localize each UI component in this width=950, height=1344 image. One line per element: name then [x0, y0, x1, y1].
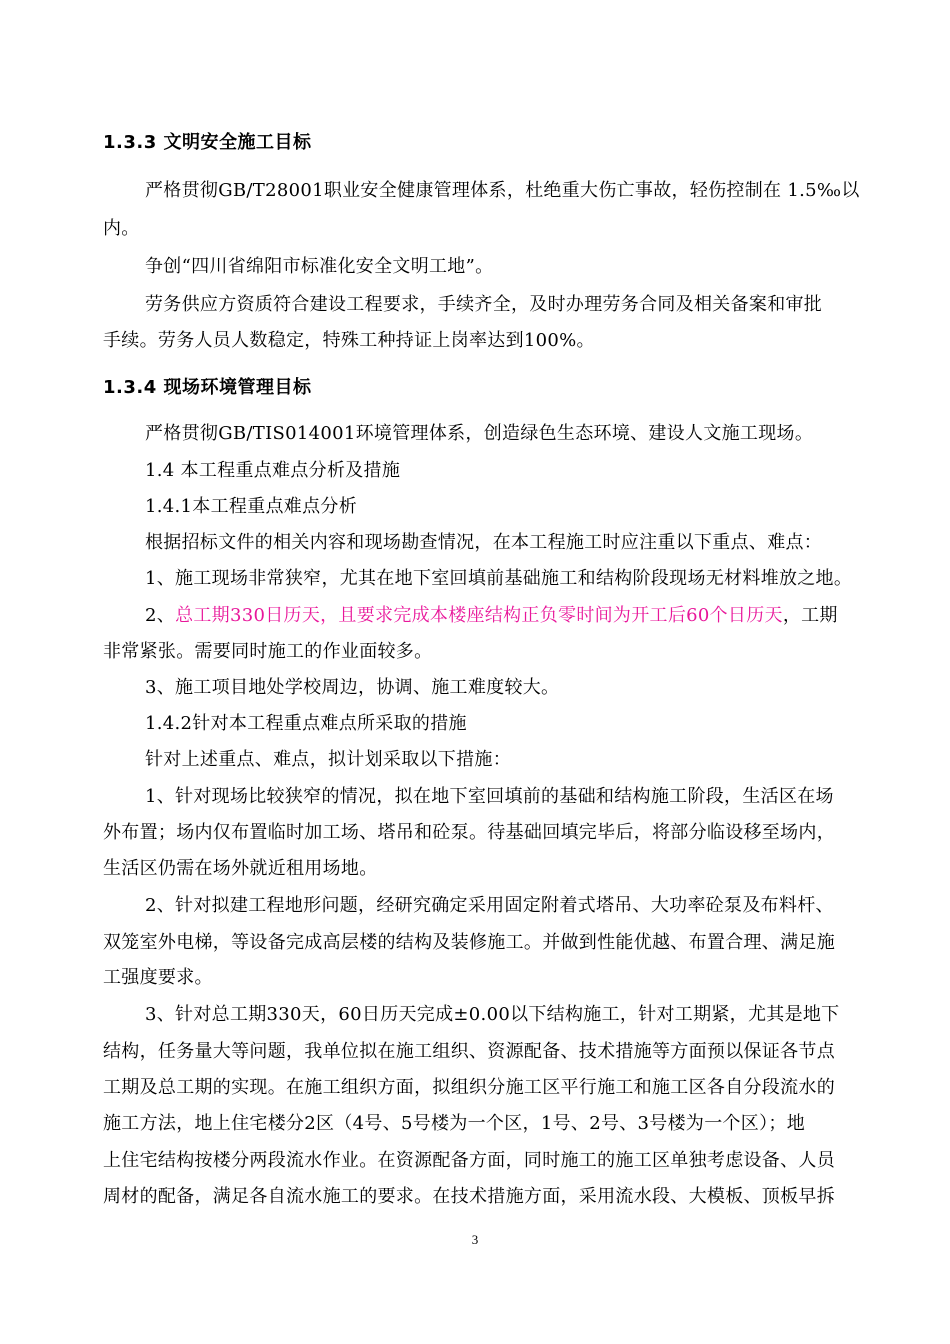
page-number: 3	[471, 1232, 479, 1247]
list-item: 1、施工现场非常狭窄，尤其在地下室回填前基础施工和结构阶段现场无材料堆放之地。	[145, 568, 853, 589]
list-item	[145, 601, 838, 627]
paragraph-line: 争创“四川省绵阳市标准化安全文明工地”。	[145, 256, 494, 277]
paragraph-line: 上住宅结构按楼分两段流水作业。在资源配备方面，同时施工的施工区单独考虑设备、人员	[103, 1150, 835, 1171]
paragraph-line: 生活区仍需在场外就近租用场地。	[103, 858, 378, 879]
paragraph-line: 内。	[103, 218, 140, 239]
heading-1-3-3: 1.3.3 文明安全施工目标	[103, 132, 312, 153]
paragraph-line: 双笼室外电梯，等设备完成高层楼的结构及装修施工。并做到性能优越、布置合理、满足施	[103, 932, 835, 953]
paragraph-line: 施工方法，地上住宅楼分2区（4号、5号楼为一个区，1号、2号、3号楼为一个区）；地	[103, 1113, 806, 1134]
paragraph-line: 结构，任务量大等问题，我单位拟在施工组织、资源配备、技术措施等方面预以保证各节点	[103, 1041, 835, 1062]
subsection-title-1-4-2: 1.4.2针对本工程重点难点所采取的措施	[145, 713, 467, 734]
paragraph-line: 针对上述重点、难点，拟计划采取以下措施：	[145, 749, 511, 770]
paragraph-line: 非常紧张。需要同时施工的作业面较多。	[103, 641, 433, 662]
paragraph-line: 工期及总工期的实现。在施工组织方面，拟组织分施工区平行施工和施工区各自分段流水的	[103, 1077, 835, 1098]
paragraph-line: 手续。劳务人员人数稳定，特殊工种持证上岗率达到100%。	[103, 330, 595, 351]
paragraph-line: 工强度要求。	[103, 967, 213, 988]
heading-1-3-4: 1.3.4 现场环境管理目标	[103, 377, 312, 398]
list-item-prefix: 2、	[145, 605, 176, 626]
list-item-suffix: ，工期	[782, 605, 838, 626]
section-title-1-4: 1.4 本工程重点难点分析及措施	[145, 460, 401, 481]
subsection-title-1-4-1: 1.4.1本工程重点难点分析	[145, 496, 357, 517]
paragraph-line: 劳务供应方资质符合建设工程要求，手续齐全，及时办理劳务合同及相关备案和审批	[145, 294, 823, 315]
paragraph-line: 1、针对现场比较狭窄的情况，拟在地下室回填前的基础和结构施工阶段，生活区在场	[145, 786, 834, 807]
paragraph-line: 根据招标文件的相关内容和现场勘查情况，在本工程施工时应注重以下重点、难点：	[145, 532, 823, 553]
paragraph-line: 严格贯彻GB/T28001职业安全健康管理体系，杜绝重大伤亡事故，轻伤控制在 1.5‰以	[145, 180, 860, 201]
paragraph-line: 3、针对总工期330天，60日历天完成±0.00以下结构施工，针对工期紧，尤其是地下	[145, 1004, 840, 1025]
paragraph-line: 严格贯彻GB/TIS014001环境管理体系，创造绿色生态环境、建设人文施工现场。	[145, 423, 814, 444]
list-item: 3、施工项目地处学校周边，协调、施工难度较大。	[145, 677, 560, 698]
highlighted-text: 总工期330日历天，且要求完成本楼座结构正负零时间为开工后60个日历天	[175, 605, 783, 626]
paragraph-line: 周材的配备，满足各自流水施工的要求。在技术措施方面，采用流水段、大模板、顶板早拆	[103, 1186, 835, 1207]
paragraph-line: 2、针对拟建工程地形问题，经研究确定采用固定附着式塔吊、大功率砼泵及布料杆、	[145, 895, 834, 916]
paragraph-line: 外布置；场内仅布置临时加工场、塔吊和砼泵。待基础回填完毕后，将部分临设移至场内，	[103, 822, 835, 843]
